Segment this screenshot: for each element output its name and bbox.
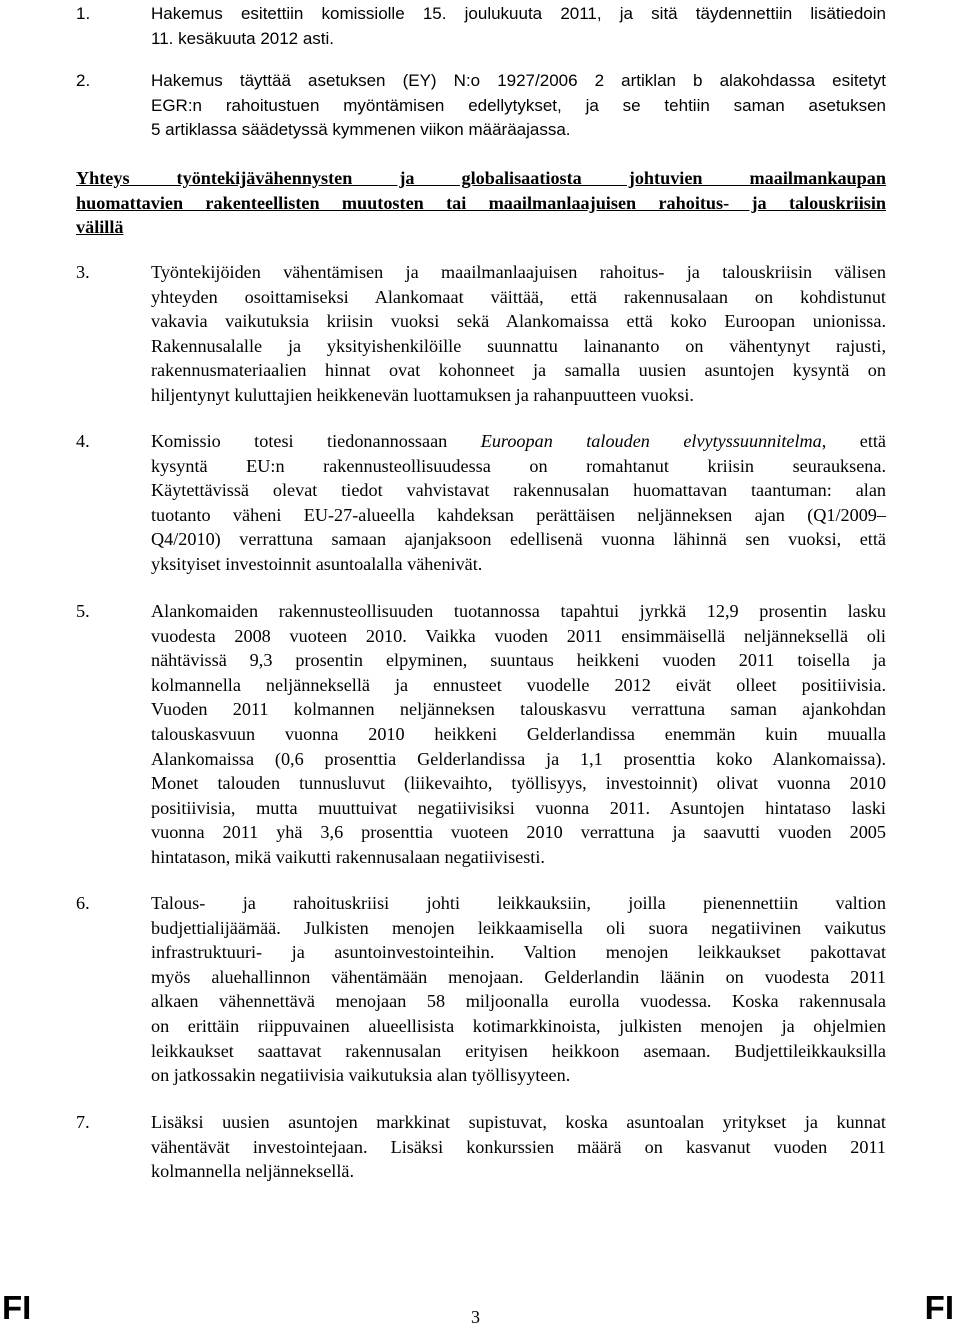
text-line: Vuoden 2011 kolmannen neljänneksen talouskasvu verrattuna saman ajankohdan: [151, 699, 886, 720]
text-line: positiivisia, mutta muuttuivat negatiivisiksi vuonna 2011. Asuntojen hintataso laski: [151, 797, 886, 818]
text-line: talouskasvuun vuonna 2010 heikkeni Gelderlandissa enemmän kuin muualla: [151, 723, 886, 744]
text-line: hintatason, mikä vaikutti rakennusalaan negatiivisesti.: [151, 846, 545, 867]
text-line: kolmannella neljänneksellä.: [151, 1161, 355, 1182]
text-line: kolmannella neljänneksellä ja ennusteet vuodelle 2012 eivät olleet positiivisia.: [151, 674, 886, 695]
text-line: Hakemus täyttää asetuksen (EY) N:o 1927/2006 2 artiklan b alakohdassa esitetyt: [151, 71, 886, 90]
paragraph-number: 1.: [76, 4, 91, 23]
text-line: Q4/2010) verrattuna samaan ajanjaksoon edellisenä vuonna lähinnä sen vuoksi, että: [151, 529, 886, 550]
text-line: yhteyden osoittamiseksi Alankomaat väittää, että rakennusalaan on kohdistunut: [151, 286, 886, 307]
text-line: vähentävät investointejaan. Lisäksi konkurssien määrä on kasvanut vuoden 2011: [151, 1136, 886, 1157]
text-line: leikkaukset saattavat rakennusalan erityisen heikkoon asemaan. Budjettileikkauksilla: [151, 1040, 886, 1061]
text-line: myös aluehallinnon vähentämään menojaan. Gelderlandin läänin on vuodesta 2011: [151, 966, 886, 987]
text-line: vakavia vaikutuksia kriisin vuoksi sekä Alankomaissa että koko Euroopan unionissa.: [151, 311, 886, 332]
paragraph-text: [151, 260, 886, 408]
text-line: hiljentynyt kuluttajien heikkenevän luottamuksen ja rahanpuutteen vuoksi.: [151, 384, 694, 405]
text-line: vuodesta 2008 vuoteen 2010. Vaikka vuoden 2011 ensimmäisellä neljänneksellä oli: [151, 625, 886, 646]
text-line: alkaen vähennettävä menojaan 58 miljoonalla eurolla vuodessa. Koska rakennusala: [151, 991, 886, 1012]
footer-language-code-left: FI: [2, 1289, 32, 1326]
paragraph-number: 2.: [76, 71, 91, 90]
paragraph-text: [151, 429, 886, 577]
paragraph-number: 4.: [76, 431, 90, 451]
text-line: on erittäin riippuvainen alueellisista kotimarkkinoista, julkisten menojen ja ohjelmien: [151, 1015, 886, 1036]
section-heading: [76, 166, 886, 240]
heading-line: välillä: [76, 217, 124, 238]
text-line: tuotanto väheni EU-27-alueella kahdeksan perättäisen neljänneksen ajan (Q1/2009–: [151, 504, 886, 525]
text-line: Käytettävissä olevat tiedot vahvistavat rakennusalan huomattavan taantuman: alan: [151, 480, 886, 501]
paragraph-text: [151, 599, 886, 870]
text-line: Talous- ja rahoituskriisi johti leikkauksiin, joilla pienennettiin valtion: [151, 893, 886, 913]
text-line: Rakennusalalle ja yksityishenkilöille suunnattu lainananto on vähentynyt rajusti,: [151, 335, 886, 356]
text-line: 5 artiklassa säädetyssä kymmenen viikon määräajassa.: [151, 120, 571, 139]
heading-line: huomattavien rakenteellisten muutosten tai maailmanlaajuisen rahoitus- ja talouskriisin: [76, 192, 886, 213]
text-line: Alankomaiden rakennusteollisuuden tuotannossa tapahtui jyrkkä 12,9 prosentin lasku: [151, 601, 886, 621]
text-line: Lisäksi uusien asuntojen markkinat supistuvat, koska asuntoalan yritykset ja kunnat: [151, 1112, 886, 1132]
text-line: EGR:n rahoitustuen myöntämisen edellytykset, ja se tehtiin saman asetuksen: [151, 95, 886, 115]
footer-page-number: 3: [471, 1307, 480, 1327]
text-line: rakennusmateriaalien hinnat ovat kohonneet ja samalla uusien asuntojen kysyntä on: [151, 360, 886, 381]
text-line: yksityiset investoinnit asuntoalalla vähenivät.: [151, 553, 483, 574]
paragraph-text: [151, 891, 886, 1088]
text-line: Monet talouden tunnusluvut (liikevaihto, työllisyys, investoinnit) olivat vuonna 2010: [151, 773, 886, 794]
paragraph-number: 3.: [76, 262, 90, 282]
text-line: Alankomaissa (0,6 prosenttia Gelderlandissa ja 1,1 prosenttia koko Alankomaissa).: [151, 748, 886, 769]
paragraph-text: [151, 69, 886, 143]
text-line: budjettialijäämää. Julkisten menojen leikkaamisella oli suora negatiivinen vaikutus: [151, 917, 886, 938]
paragraph-text: [151, 2, 886, 51]
heading-line: Yhteys työntekijävähennysten ja globalisaatiosta johtuvien maailmankaupan: [76, 168, 886, 188]
text-line: Hakemus esitettiin komissiolle 15. joulukuuta 2011, ja sitä täydennettiin lisätiedoin: [151, 4, 886, 23]
text-line: nähtävissä 9,3 prosentin elpyminen, suuntaus heikkeni vuoden 2011 toisella ja: [151, 650, 886, 671]
text-line: vuonna 2011 yhä 3,6 prosenttia vuoteen 2010 verrattuna ja saavutti vuoden 2005: [151, 822, 886, 843]
text-line: kysyntä EU:n rakennusteollisuudessa on romahtanut kriisin seurauksena.: [151, 455, 886, 476]
text-line: Työntekijöiden vähentämisen ja maailmanlaajuisen rahoitus- ja talouskriisin välisen: [151, 262, 886, 282]
text-line: on jatkossakin negatiivisia vaikutuksia alan työllisyyteen.: [151, 1065, 571, 1086]
text-segment: , että: [821, 431, 887, 451]
footer-language-code-right: FI: [924, 1289, 954, 1326]
paragraph-number: 7.: [76, 1112, 90, 1132]
paragraph-number: 6.: [76, 893, 90, 913]
text-segment: Komissio totesi tiedonannossaan: [151, 431, 481, 451]
text-line: [151, 429, 886, 454]
text-line: 11. kesäkuuta 2012 asti.: [151, 28, 335, 48]
paragraph-text: [151, 1110, 886, 1184]
paragraph-number: 5.: [76, 601, 90, 621]
text-line: infrastruktuuri- ja asuntoinvestointeihin. Valtion menojen leikkaukset pakottavat: [151, 942, 886, 963]
italic-title: Euroopan talouden elvytyssuunnitelma: [480, 431, 822, 451]
